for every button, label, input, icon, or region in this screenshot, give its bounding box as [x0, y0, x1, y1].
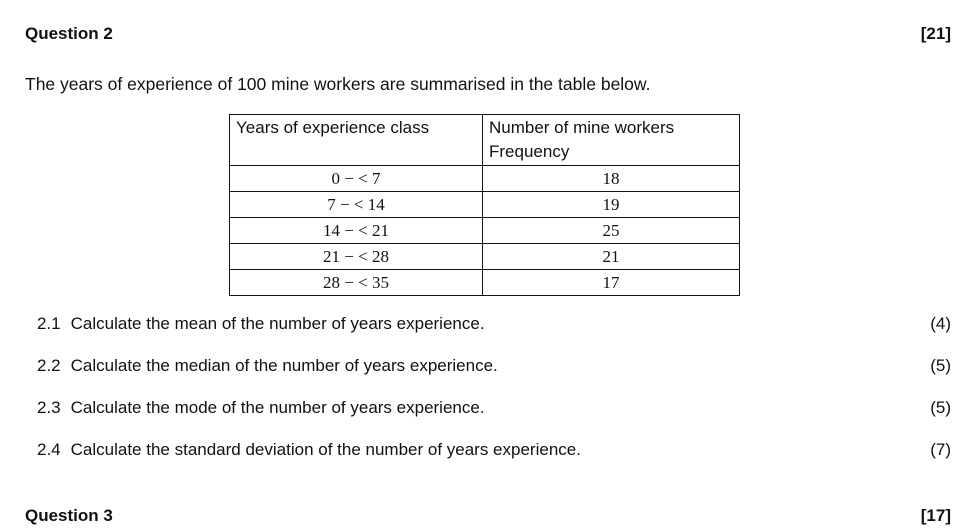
task-statement: [37, 398, 485, 418]
class-cell: 0 − < 7: [230, 166, 483, 192]
task-item: [37, 312, 951, 336]
question-title: Question 2: [25, 24, 113, 43]
frequency-cell: 21: [483, 244, 740, 270]
table-row: [230, 244, 740, 270]
task-marks: (5): [930, 398, 951, 417]
task-marks: (7): [930, 440, 951, 459]
task-marks: (5): [930, 356, 951, 375]
table-header-row: [230, 115, 740, 166]
question-header: [25, 22, 951, 46]
task-number: 2.4: [37, 440, 61, 459]
class-cell: 14 − < 21: [230, 218, 483, 244]
task-text: Calculate the mean of the number of years experience.: [70, 314, 485, 333]
task-item: [37, 438, 951, 462]
table-row: [230, 192, 740, 218]
frequency-cell: 25: [483, 218, 740, 244]
class-cell: 7 − < 14: [230, 192, 483, 218]
class-cell: 28 − < 35: [230, 270, 483, 296]
header-years-class-label: Years of experience class: [236, 118, 430, 137]
table-row: [230, 270, 740, 296]
task-statement: [37, 440, 581, 460]
task-marks: (4): [930, 314, 951, 333]
next-question-total-marks: [17]: [920, 506, 951, 525]
next-question-title: Question 3: [25, 506, 113, 525]
frequency-cell: 18: [483, 166, 740, 192]
question-intro: The years of experience of 100 mine workers are summarised in the table below.: [25, 74, 651, 94]
task-list: [37, 312, 951, 480]
frequency-table: [229, 114, 740, 296]
table-row: [230, 166, 740, 192]
header-frequency-line1: Number of mine workers: [489, 118, 675, 137]
task-number: 2.3: [37, 398, 61, 417]
frequency-cell: 19: [483, 192, 740, 218]
header-years-class: [230, 115, 483, 166]
task-text: Calculate the standard deviation of the number of years experience.: [70, 440, 581, 459]
task-item: [37, 396, 951, 420]
task-statement: [37, 314, 485, 334]
table-row: [230, 218, 740, 244]
task-statement: [37, 356, 498, 376]
question-total-marks: [21]: [920, 24, 951, 43]
task-number: 2.1: [37, 314, 61, 333]
header-frequency-line2: Frequency: [489, 142, 570, 161]
task-text: Calculate the median of the number of years experience.: [70, 356, 498, 375]
task-item: [37, 354, 951, 378]
next-question-header: [25, 504, 951, 528]
class-cell: 21 − < 28: [230, 244, 483, 270]
frequency-cell: 17: [483, 270, 740, 296]
header-frequency: [483, 115, 740, 166]
task-number: 2.2: [37, 356, 61, 375]
task-text: Calculate the mode of the number of years experience.: [70, 398, 485, 417]
